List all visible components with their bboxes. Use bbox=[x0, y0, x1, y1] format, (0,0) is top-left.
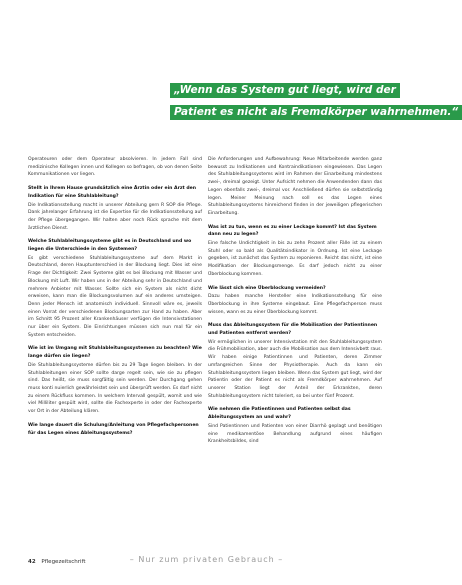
left-text-column bbox=[28, 156, 202, 438]
section-question: Wie lässt sich eine Überblockung vermeiden? bbox=[208, 285, 326, 291]
private-use-watermark: – Nur zum privaten Gebrauch – bbox=[129, 555, 284, 564]
right-text-column bbox=[208, 156, 382, 452]
publication-name: Pflegezeitschrift bbox=[41, 559, 86, 565]
body-paragraph: Die Anforderungen und Aufbewahrung: Neue Mitarbeitende werden ganz bewusst zu Indikationen und Kontraindikationen eingewiesen. Das Legen des Stuhlableitungssystems wird im Rahmen der Einarbeitung mindestens zwei-, dreimal gezeigt. Unter Aufsicht nehmen die Anwendenden dann das Legen ebenfalls zwei-, dreimal vor. Anschließend dürfen sie selbstständig legen. Meiner Meinung nach soll es das Legen eines Stuhlableitungssystems hinreichend finden in der jeweiligen pflegerischen Einarbeitung. bbox=[208, 157, 382, 216]
body-paragraph: Wir ermöglichen in unserer Intensivstation mit den Stuhlableitungssystem die Frühmobilisation, aber auch die Mobilisation aus dem Intensivbett raus. Wir haben einige Patientinnen und Patienten, deren Zimmer umfangreichen Sinne der Physiotherapie. Auch da kann ein Stuhlableitungssystem liegen bleiben. Wenn das System gut liegt, wird der Patientin oder der Patient es nicht als Fremdkörper wahrnehmen. Auf unserer Station liegt der Anteil der Erkrankten, deren Stuhlableitungssystem nicht toleriert, so bei unter fünf Prozent. bbox=[208, 339, 382, 399]
body-paragraph: Sind Patientinnen und Patienten von einer Diarrhö geplagt und benötigen eine medikamentöse Behandlung aufgrund eines häufigen Krankheitsbildes, sind bbox=[208, 423, 382, 445]
body-paragraph: Es gibt verschiedene Stuhlableitungssysteme auf dem Markt in Deutschland, deren Hauptunterschied in der Blockung liegt. Dies ist eine Frage der Dichtigkeit: Zwei Systeme gibt es bei Blockung mit Wasser und Blockung mit Luft. Wir haben uns in der Abteilung sehr in Deutschland und mehrere Anbieter mit Wasser. Sollte sich ein System als nicht dicht erweisen, kann man die Blockungsvolumen auf ein anderes umsteigen. Denn jeder Mensch ist anatomisch individuell. Sinnvoll wäre es, jeweils einen Vorrat der verschiedenen Blockungsarten zur Hand zu haben. Aber im Schnitt 95 Prozent aller Krankenhäuser verfügen die Intensivstationen nur über ein System. Die Einrichtungen müssen sich nun mal für ein System entscheiden. bbox=[28, 255, 202, 338]
pull-quote bbox=[170, 78, 459, 122]
section-question: Welche Stuhlableitungssysteme gibt es in Deutschland und wo liegen die Unterschiede in den Systemen? bbox=[28, 239, 192, 253]
page-number: 42 bbox=[28, 559, 36, 565]
body-paragraph: Dazu haben manche Hersteller eine Indikationsstellung für eine Überblockung in ihre Systeme eingebaut. Eine Pflegefachperson muss wissen, wann es zu einer Überblockung kommt. bbox=[208, 294, 382, 315]
body-paragraph: Die Stuhlableitungssysteme dürfen bis zu 29 Tage liegen bleiben. In der Stuhlableitungen einer SOP sollte darge regelt sein, wie sie zu pflegen sind. Das heißt, sie muss sorgfältig sein werden. Der Durchgang gehen muss konti nuierlich gewährleistet sein und überprüft werden. Es darf nicht zu einem Rückfluss kommen. In welchem Intervall gespült, womit und wie viel Milliliter gespült wird, sollte die Fachexperte in oder der Fachexperte vor Ort in der Abteilung klären. bbox=[28, 362, 202, 415]
section-question: Wie ist im Umgang mit Stuhlableitungssystemen zu beachten? Wie lange dürfen sie liegen? bbox=[28, 346, 202, 360]
section-question: Muss das Ableitungssystem für die Mobilisation der Patientinnen und Patienten entfernt werden? bbox=[208, 323, 378, 337]
body-paragraph: Eine falsche Undichtigkeit in bis zu zehn Prozent aller Fälle ist zu einem Stuhl oder so bald als Qualitätsindikator in Ordnung. Ist eine Leckage gegeben, ist zunächst das System zu reponieren. Reicht das nicht, ist eine Modifikation der Blockungsmenge. Es darf jedoch nicht zu einer Überblockung kommen. bbox=[208, 241, 382, 277]
pull-quote-line-2: Patient es nicht als Fremdkörper wahrnehmen.“ bbox=[170, 105, 462, 120]
section-question: Was ist zu tun, wenn es zu einer Leckage kommt? Ist das System dann neu zu legen? bbox=[208, 224, 377, 238]
section-question: Wie lange dauert die Schulung/Anleitung von Pflegefachpersonen für das Legen eines Ableitungssystems? bbox=[28, 422, 199, 436]
section-question: Stellt in Ihrem Hause grundsätzlich eine Ärztin oder ein Arzt den Indikation für eine Stuhlableitung? bbox=[28, 186, 197, 199]
pull-quote-line-1: „Wenn das System gut liegt, wird der bbox=[170, 83, 400, 98]
body-paragraph: Die Indikationsstellung macht in unserer Abteilung gern R SOP die Pflege. Dank jahrelanger Erfahrung ist die Expertise für die Indikationsstellung auf der Pflege übergegangen. Wir halten aber noch Rück sprache mit dem ärztlichen Dienst. bbox=[28, 202, 202, 231]
section-question: Wie nehmen die Patientinnen und Patienten selbst das Ableitungssystem an und wahr? bbox=[208, 407, 351, 421]
body-paragraph: Operateuren oder dem Operateur absolvieren. In jedem Fall sind medizinische Kollegen innen und Kollegen so befragen, ob von denen Seite Kommunikationen vor liegen. bbox=[28, 157, 202, 178]
